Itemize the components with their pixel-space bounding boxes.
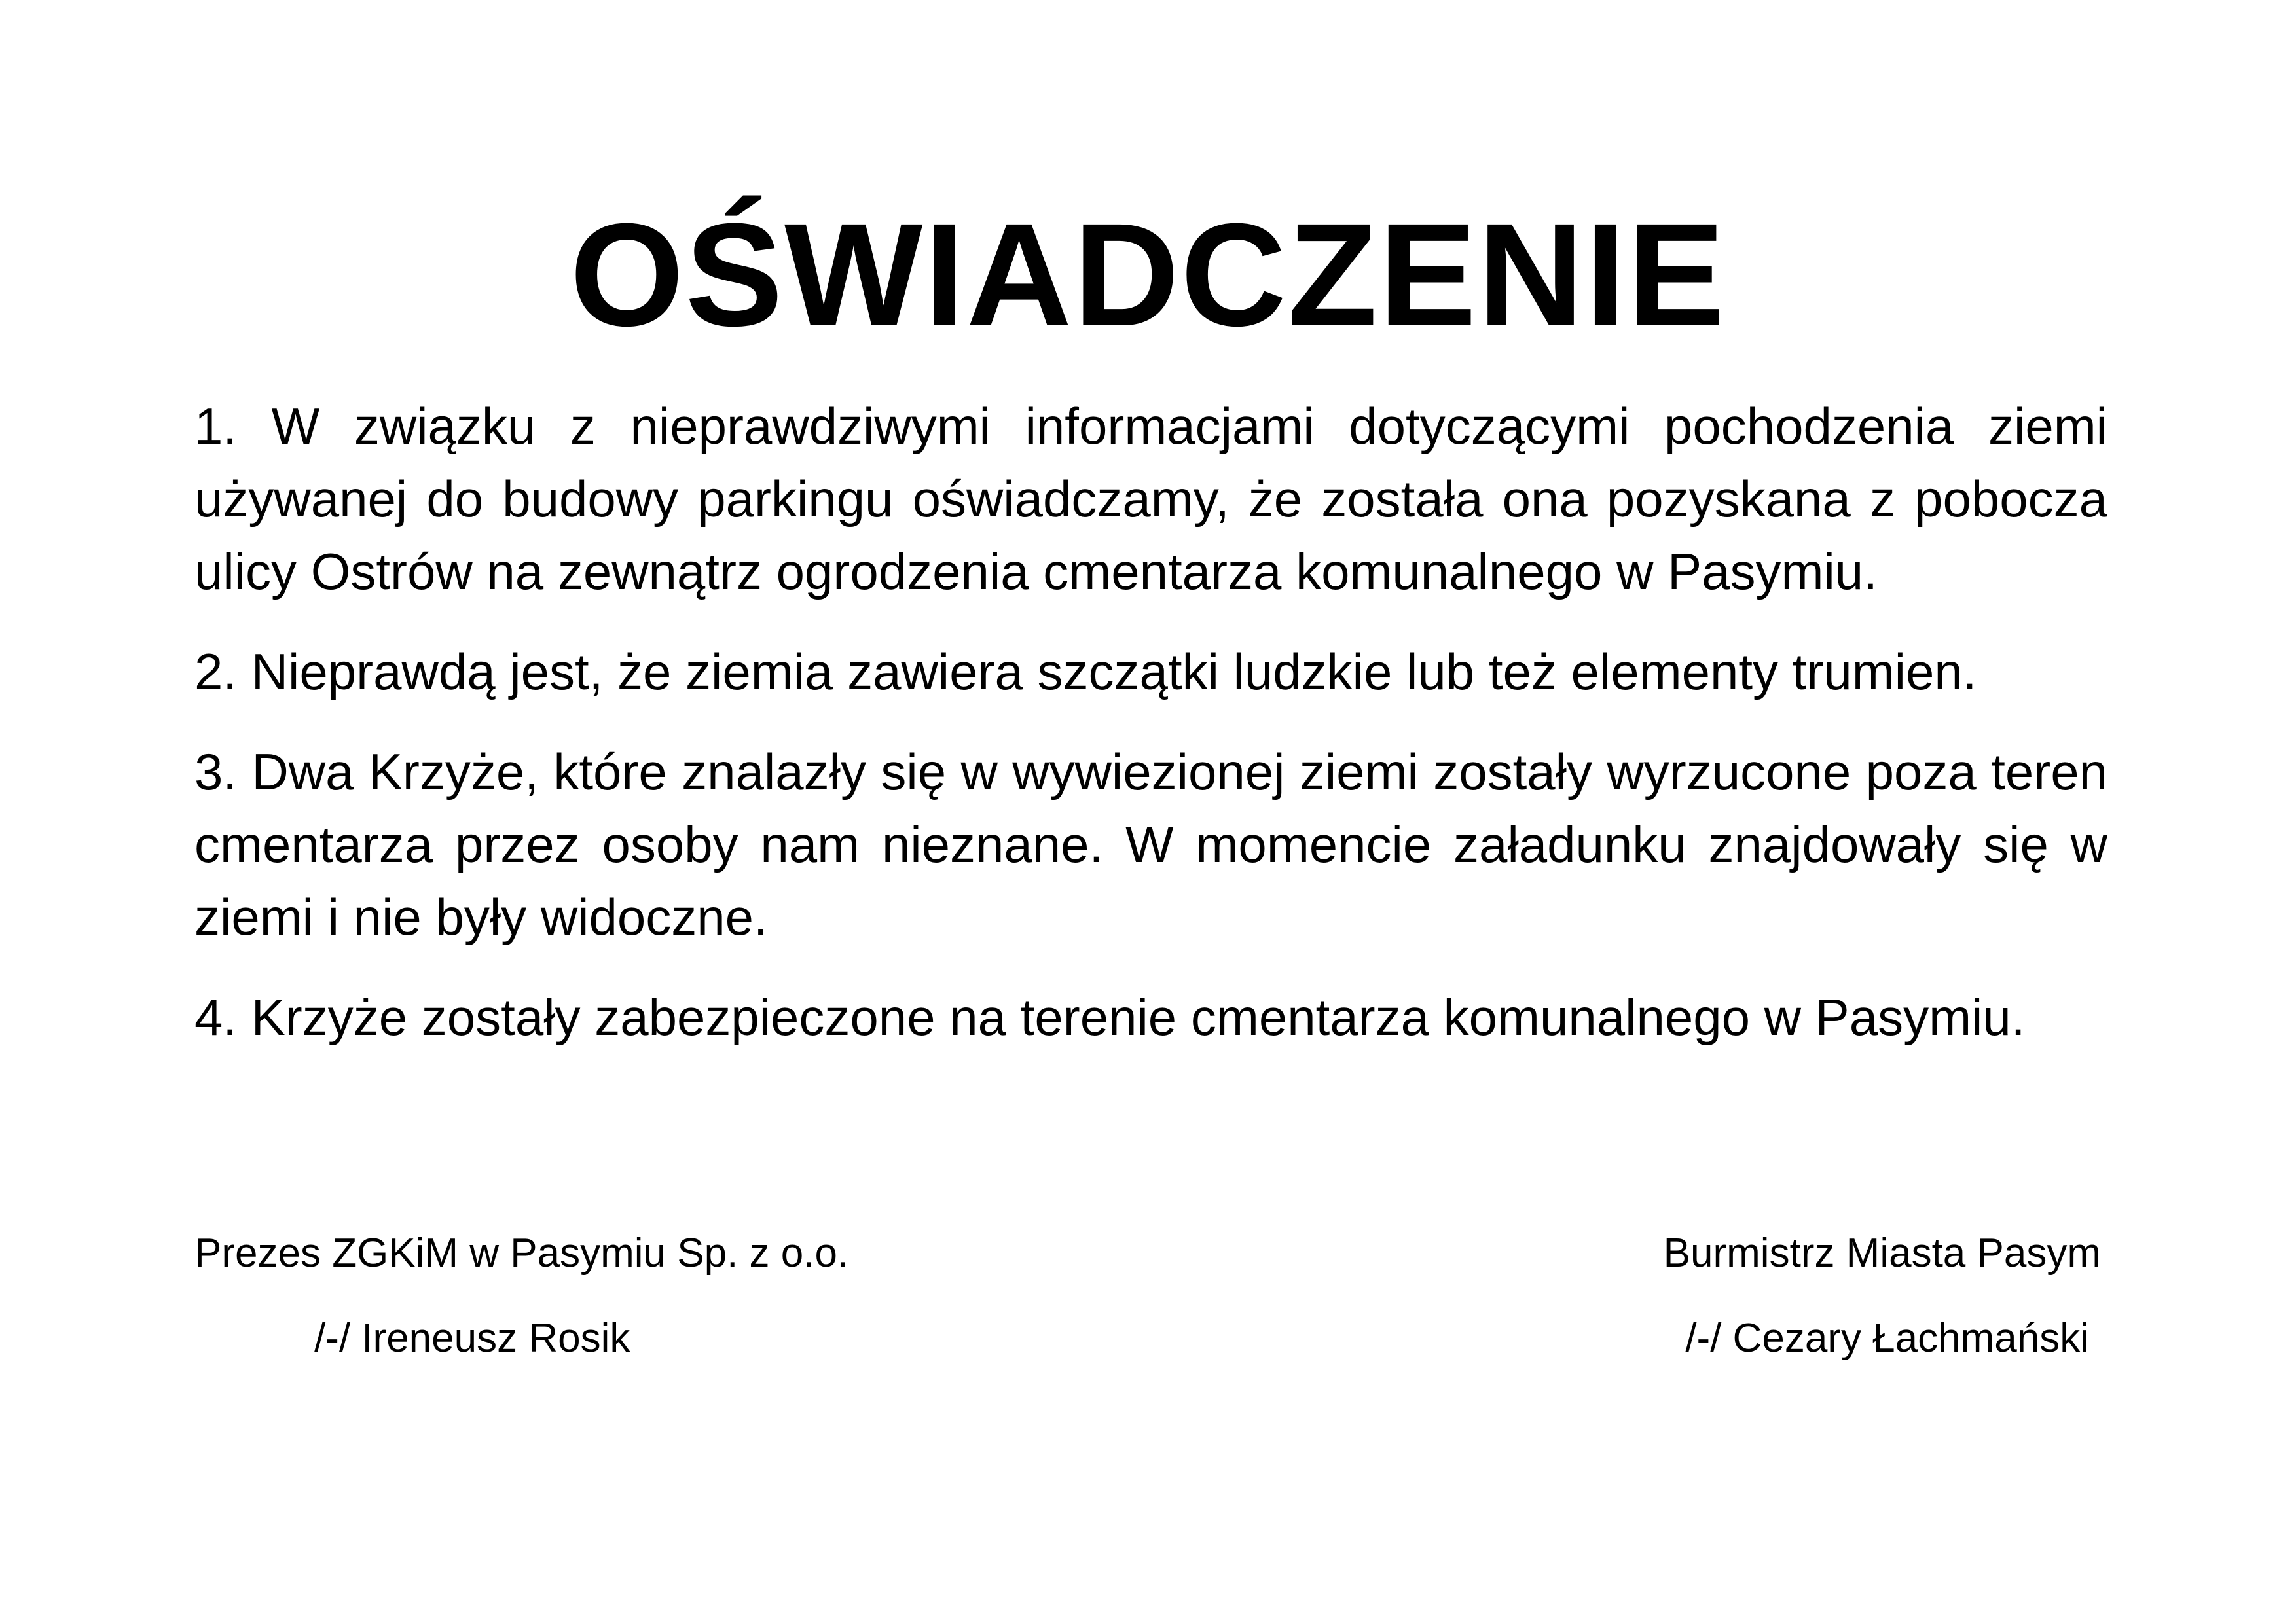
statement-paragraph-4: 4. Krzyże zostały zabezpieczone na terenie cmentarza komunalnego w Pasymiu. xyxy=(194,988,2026,1046)
left-signatory-name: /-/ Ireneusz Rosik xyxy=(314,1316,630,1361)
statement-paragraph-2: 2. Nieprawdą jest, że ziemia zawiera szczątki ludzkie lub też elementy trumien. xyxy=(194,643,1977,700)
statement-body xyxy=(194,390,2107,1081)
statement-paragraph-1: 1. W związku z nieprawdziwymi informacjami dotyczącymi pochodzenia ziemi używanej do budowy parkingu oświadczamy, że została ona pozyskana z pobocza ulicy Ostrów na zewnątrz ogrodzenia cmentarza komunalnego w Pasymiu. xyxy=(194,397,2107,600)
document-title: OŚWIADCZENIE xyxy=(570,193,1726,357)
statement-paragraph-3: 3. Dwa Krzyże, które znalazły się w wywiezionej ziemi zostały wyrzucone poza teren cmentarza przez osoby nam nieznane. W momencie załadunku znajdowały się w ziemi i nie były widoczne. xyxy=(194,743,2107,946)
right-signatory-name: /-/ Cezary Łachmański xyxy=(1685,1316,2089,1361)
left-signatory-role: Prezes ZGKiM w Pasymiu Sp. z o.o. xyxy=(194,1231,849,1276)
right-signatory-role: Burmistrz Miasta Pasym xyxy=(1663,1231,2101,1276)
